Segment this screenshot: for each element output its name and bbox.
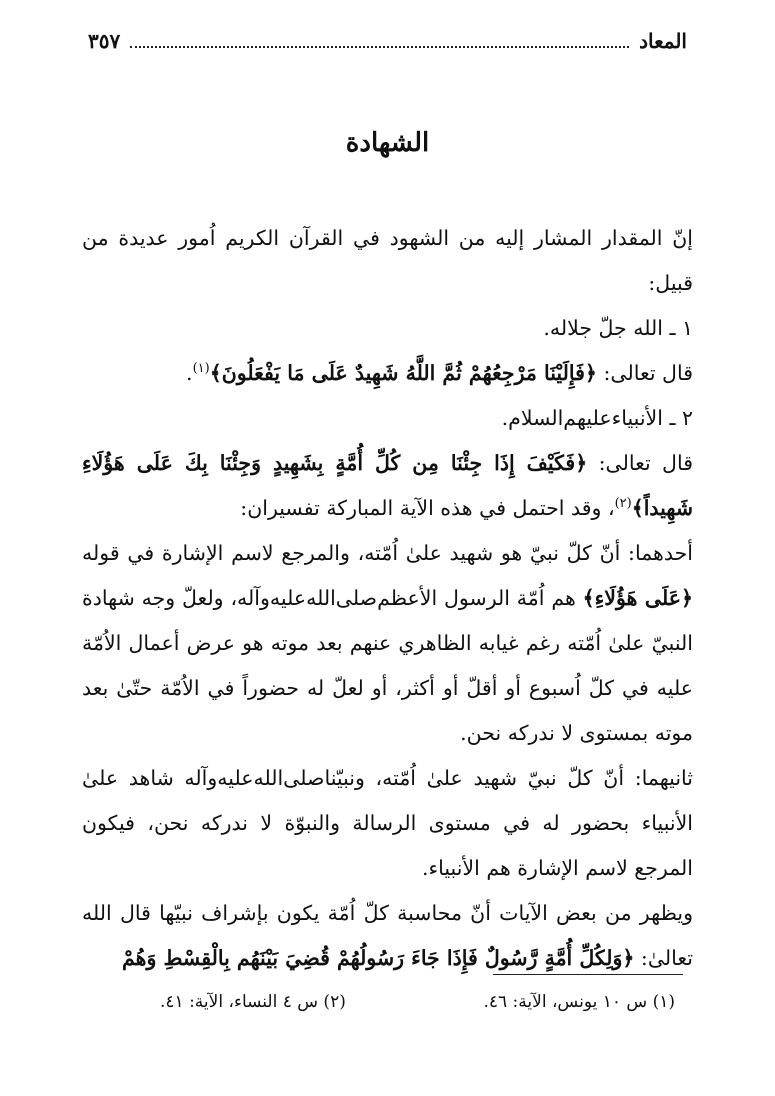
footnote-separator	[493, 974, 683, 975]
paragraph-first-interpretation	[82, 531, 693, 756]
footnote-ref-2: (٢)	[614, 496, 632, 512]
footnote-1: (١) س ١٠ يونس، الآية: ٤٦.	[483, 992, 675, 1012]
paragraph-verse-2	[82, 441, 693, 531]
footnote-2: (٢) س ٤ النساء، الآية: ٤١.	[160, 992, 346, 1012]
header-section-title: المعاد	[639, 29, 687, 53]
verse-intro: قال تعالى:	[596, 361, 693, 385]
footnotes	[160, 992, 675, 1012]
footnote-ref-1: (١)	[192, 361, 210, 377]
list-item-2: ٢ ـ الأنبياء‌عليهم‌السلام.	[501, 406, 693, 430]
interpretation-text: هم اُمّة الرسول الأعظم‌صلى‌الله‌عليه‌وآله، ولعلّ وجه شهادة النبيّ علىٰ اُمّته رغم غيابه الظاهري عنهم بعد موته هو عرض أعمال الاُمّة عليه في كلّ اُسبوع أو أقلّ أو أكثر، أو لعلّ له حضوراً في الاُمّة حتّىٰ بعد موته بمستوى لا ندركه نحن.	[82, 586, 693, 745]
list-item-1: ١ ـ الله جلّ جلاله.	[543, 316, 693, 340]
verse-continuation: ، وقد احتمل في هذه الآية المباركة تفسيران:	[240, 496, 615, 520]
verse-intro: قال تعالى:	[587, 451, 694, 475]
quran-verse: ﴿فَإِلَيْنَا مَرْجِعُهُمْ ثُمَّ اللَّهُ شَهِيدٌ عَلَى مَا يَفْعَلُونَ﴾	[209, 361, 597, 385]
page-number: ٣٥٧	[88, 29, 121, 53]
quran-verse: ﴿فَكَيْفَ إِذَا جِئْنَا مِن كُلِّ أُمَّةٍ بِشَهِيدٍ وَجِئْنَا بِكَ عَلَى هَؤُلَاءِ شَهِيداً﴾	[82, 451, 693, 520]
paragraph-second-interpretation: ثانيهما: أنّ كلّ نبيّ شهيد علىٰ اُمّته، ونبيّنا‌صلى‌الله‌عليه‌وآله شاهد علىٰ الأنبياء بحضور له في مستوى الرسالة والنبوّة لا ندركه نحن، فيكون المرجع لاسم الإشارة هم الأنبياء.	[82, 766, 693, 880]
quran-verse: ﴿وَلِكُلِّ أُمَّةٍ رَّسُولٌ فَإِذَا جَاءَ رَسُولُهُمْ قُضِيَ بَيْنَهُم بِالْقِسْطِ وَهُمْ	[121, 946, 635, 970]
paragraph-intro: إنّ المقدار المشار إليه من الشهود في القرآن الكريم اُمور عديدة من قبيل:	[82, 226, 693, 295]
header-dot-leader	[130, 28, 629, 48]
body-text	[82, 216, 693, 981]
verse-intro: ويظهر من بعض الآيات أنّ محاسبة كلّ اُمّة يكون بإشراف نبيّها قال الله تعالىٰ:	[82, 901, 693, 970]
quran-phrase: ﴿عَلَى هَؤُلَاءِ﴾	[582, 586, 693, 610]
verse-end: .	[186, 361, 193, 385]
chapter-title: الشهادة	[345, 128, 430, 158]
paragraph-verse-1	[82, 351, 693, 396]
interpretation-text: أحدهما: أنّ كلّ نبيّ هو شهيد علىٰ اُمّته، والمرجع لاسم الإشارة في قوله	[82, 541, 693, 565]
paragraph-verse-3	[82, 891, 693, 981]
running-header	[88, 28, 687, 62]
